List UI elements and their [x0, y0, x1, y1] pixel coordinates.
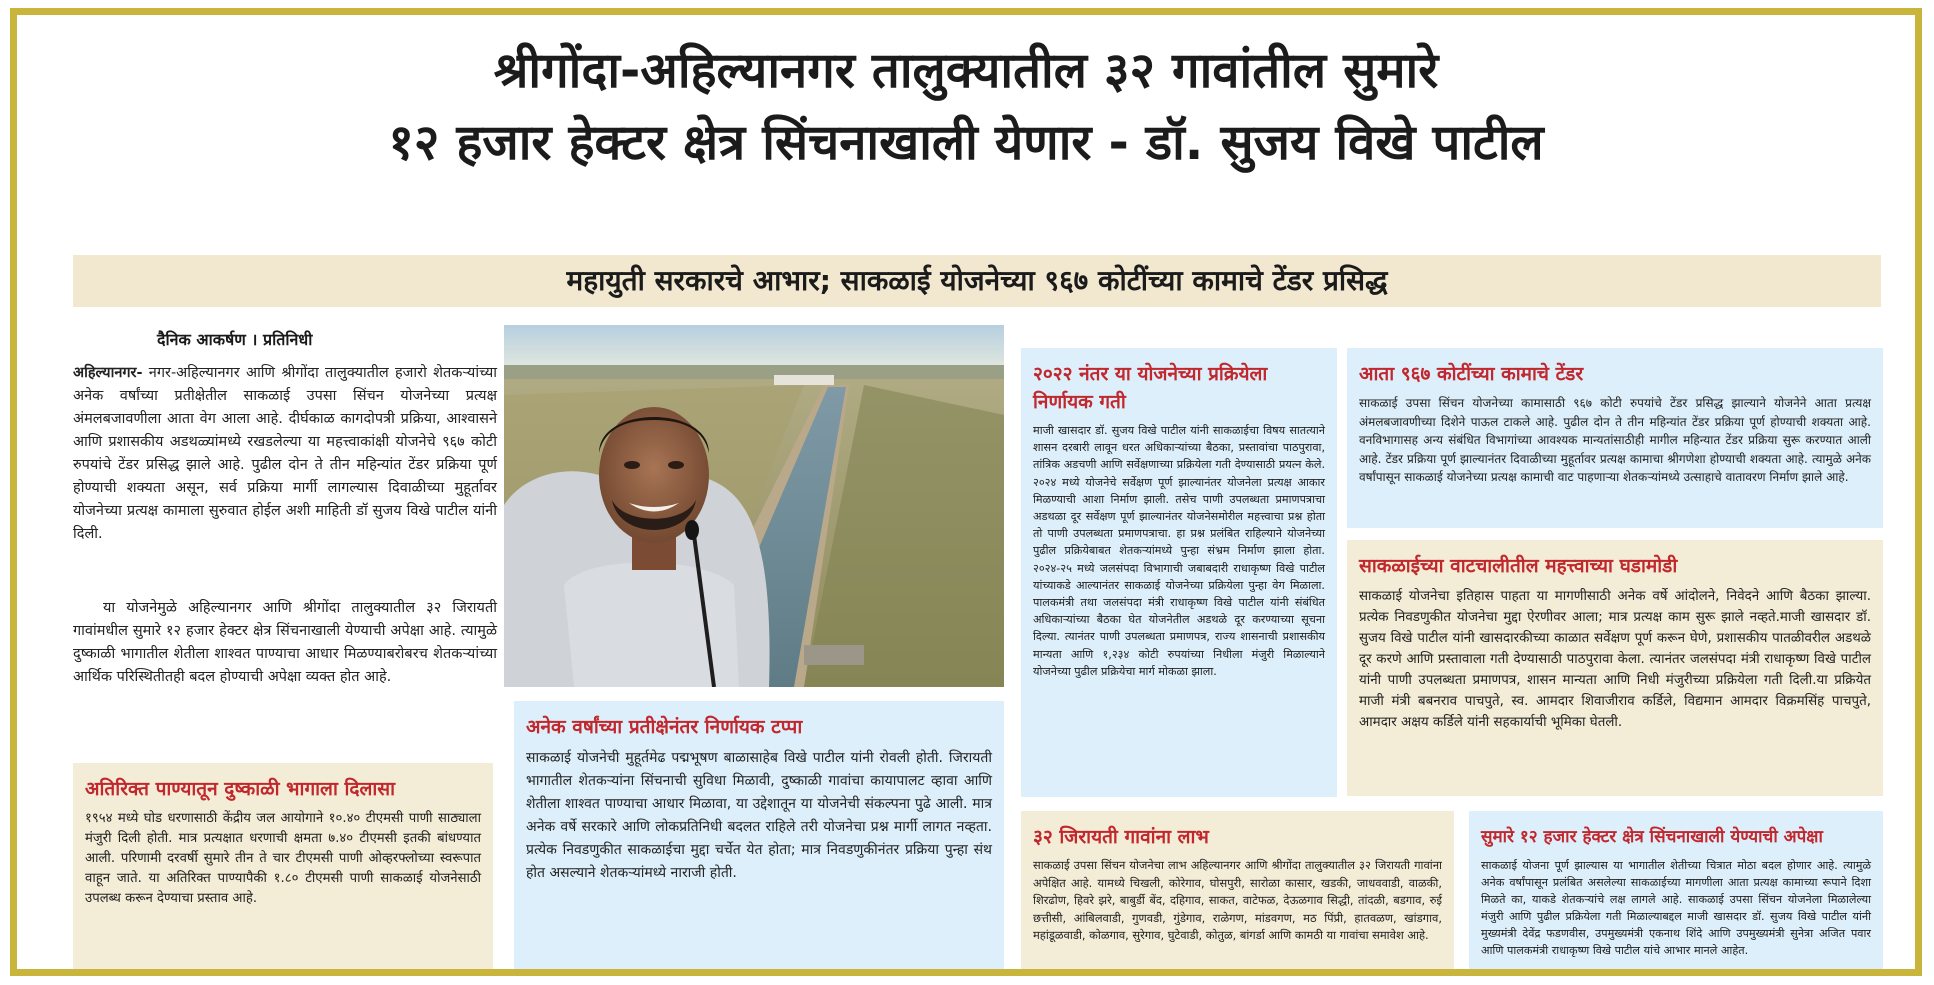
- box-decisive-phase-title: अनेक वर्षांच्या प्रतीक्षेनंतर निर्णायक टप्पा: [526, 716, 803, 738]
- headline: [17, 35, 1915, 179]
- intro-paragraph-1: [73, 362, 497, 546]
- box-32-villages-body: साकळाई उपसा सिंचन योजनेचा लाभ अहिल्यानगर आणि श्रीगोंदा तालुक्यातील ३२ जिरायती गावांना अपेक्षित आहे. यामध्ये चिखली, कोरेगाव, घोसपुरी, सारोळा कासार, खडकी, जाधववाडी, वाळकी, शिरढोण, हिवरे झरे, बाबुर्डी बेंद, दहिगाव, साकत, वाटेफळ, देऊळगाव सिद्धी, तांदळी, बडगाव, रुई छत्तीसी, आंबिलवाडी, गुणवडी, गुंडेगाव, राळेगण, मांडवगण, मठ पिंप्री, हातवळण, खांडगाव, महांडूळवाडी, कोळगाव, सुरेगाव, घुटेवाडी, कोतुळ, बांगर्डा आणि कामठी या गावांचा समावेश आहे.: [1033, 858, 1442, 942]
- box-milestones-body: साकळाई योजनेचा इतिहास पाहता या मागणीसाठी अनेक वर्षे आंदोलने, निवेदने आणि बैठका झाल्या. प्रत्येक निवडणुकीत योजनेचा मुद्दा ऐरणीवर आला; मात्र प्रत्यक्ष काम सुरू झाले नव्हते.माजी खासदार डॉ. सुजय विखे पाटील यांनी खासदारकीच्या काळात सर्वेक्षण पूर्ण करून घेणे, प्रशासकीय पातळीवरील अडथळे दूर करणे आणि प्रस्तावाला गती देण्यासाठी पाठपुरावा केला. त्यानंतर जलसंपदा मंत्री राधाकृष्ण विखे पाटील यांनी पाणी उपलब्धता प्रमाणपत्र, शासन मान्यता आणि निधी मंजुरीच्या प्रक्रियेला गती दिली.या प्रक्रियेत माजी मंत्री बबनराव पाचपुते, स्व. आमदार शिवाजीराव कर्डिले, विद्यमान आमदार विक्रमसिंह पाचपुते, आमदार अक्षय कर्डिले यांनी सहकार्याची भूमिका घेतली.: [1359, 589, 1871, 730]
- box-after-2022-title: २०२२ नंतर या योजनेच्या प्रक्रियेला निर्णायक गती: [1033, 363, 1268, 413]
- headline-line-2: १२ हजार हेक्टर क्षेत्र सिंचनाखाली येणार - डॉ. सुजय विखे पाटील: [388, 114, 1544, 171]
- box-after-2022: [1021, 348, 1337, 797]
- subheadline: महायुती सरकारचे आभार; साकळाई योजनेच्या ९६७ कोटींच्या कामाचे टेंडर प्रसिद्ध: [73, 255, 1881, 307]
- box-after-2022-body: माजी खासदार डॉ. सुजय विखे पाटील यांनी साकळाईचा विषय सातत्याने शासन दरबारी लावून धरत अधिकाऱ्यांच्या बैठका, प्रस्तावांचा पाठपुरावा, तांत्रिक अडचणी आणि सर्वेक्षणाच्या प्रक्रियेला गती देण्यासाठी प्रयत्न केले. २०२४ मध्ये योजनेचे सर्वेक्षण पूर्ण झाल्यानंतर योजनेला प्रत्यक्ष आकार मिळण्याची आशा निर्माण झाली. तसेच पाणी उपलब्धता प्रमाणपत्राचा अडथळा दूर सर्वेक्षण पूर्ण झाल्यानंतर योजनेसमोरील महत्त्वाचा प्रश्न होता तो पाणी उपलब्धता प्रमाणपत्राचा. हा प्रश्न प्रलंबित राहिल्याने योजनेच्या पुढील प्रक्रियेबाबत शेतकऱ्यांमध्ये पुन्हा संभ्रम निर्माण झाला होता. २०२४-२५ मध्ये जलसंपदा विभागाची जबाबदारी राधाकृष्ण विखे पाटील यांच्याकडे आल्यानंतर साकळाई योजनेच्या प्रक्रियेला पुन्हा वेग मिळाला. पालकमंत्री तथा जलसंपदा मंत्री राधाकृष्ण विखे पाटील यांनी संबंधित अधिकाऱ्यांच्या बैठका घेत योजनेतील अडथळे दूर करण्याच्या सूचना दिल्या. त्यानंतर पाणी उपलब्धता प्रमाणपत्र, राज्य शासनाची प्रशासकीय मान्यता आणि १,२३४ कोटी रुपयांच्या निधीला मंजुरी मिळाल्याने योजनेच्या पुढील प्रक्रियेचा मार्ग मोकळा झाला.: [1033, 424, 1325, 678]
- box-32-villages-title: ३२ जिरायती गावांना लाभ: [1033, 826, 1209, 848]
- box-additional-water-body: १९५४ मध्ये घोड धरणासाठी केंद्रीय जल आयोगाने १०.४० टीएमसी पाणी साठ्याला मंजुरी दिली होती. मात्र प्रत्यक्षात धरणाची क्षमता ७.४० टीएमसी इतकी बांधण्यात आली. परिणामी दरवर्षी सुमारे तीन ते चार टीएमसी पाणी ओव्हरफ्लोच्या स्वरूपात वाहून जाते. या अतिरिक्त पाण्यापैकी १.८० टीएमसी पाणी साकळाई योजनेसाठी उपलब्ध करून देण्याचा प्रस्ताव आहे.: [85, 811, 481, 906]
- byline: दैनिक आकर्षण । प्रतिनिधी: [157, 330, 313, 349]
- intro-paragraph-2: या योजनेमुळे अहिल्यानगर आणि श्रीगोंदा तालुक्यातील ३२ जिरायती गावांमधील सुमारे १२ हजार हेक्टर क्षेत्र सिंचनाखाली येण्याची अपेक्षा आहे. त्यामुळे दुष्काळी भागातील शेतीला शाश्वत पाण्याचा आधार मिळण्याबरोबरच शेतकऱ्यांच्या आर्थिक परिस्थितीतही बदल होण्याची अपेक्षा व्यक्त होत आहे.: [73, 600, 497, 685]
- box-milestones-title: साकळाईच्या वाटचालीतील महत्त्वाच्या घडामोडी: [1359, 555, 1678, 577]
- box-additional-water: [73, 763, 493, 971]
- box-12000-hectares: [1469, 811, 1883, 971]
- newspaper-page: [10, 8, 1922, 976]
- box-tender-967-body: साकळाई उपसा सिंचन योजनेच्या कामासाठी ९६७ कोटी रुपयांचे टेंडर प्रसिद्ध झाल्याने योजनेने आता प्रत्यक्ष अंमलबजावणीच्या दिशेने पाऊल टाकले आहे. पुढील दोन ते तीन महिन्यांत टेंडर प्रक्रिया पूर्ण होण्याची शक्यता आहे. वनविभागासह अन्य संबंधित विभागांच्या आवश्यक मान्यतांसाठीही मागील महिन्यात टेंडर प्रक्रिया सुरू करण्यात आली आहे. टेंडर प्रक्रिया पूर्ण झाल्यानंतर दिवाळीच्या मुहूर्तावर प्रत्यक्ष कामाचा श्रीगणेशा होण्याची शक्यता आहे. त्यामुळे अनेक वर्षांपासून साकळाई योजनेच्या प्रत्यक्ष कामाची वाट पाहणाऱ्या शेतकऱ्यांमध्ये उत्साहाचे वातावरण निर्माण झाले आहे.: [1359, 396, 1871, 484]
- canal-portrait-photo: [504, 325, 1004, 687]
- box-12000-hectares-title: सुमारे १२ हजार हेक्टर क्षेत्र सिंचनाखाली येण्याची अपेक्षा: [1481, 827, 1823, 847]
- dateline: अहिल्यानगर-: [73, 365, 143, 381]
- box-12000-hectares-body: साकळाई योजना पूर्ण झाल्यास या भागातील शेतीच्या चित्रात मोठा बदल होणार आहे. त्यामुळे अनेक वर्षांपासून प्रलंबित असलेल्या साकळाईच्या मागणीला आता प्रत्यक्ष कामाच्या रूपाने दिशा मिळते का, याकडे शेतकऱ्यांचे लक्ष लागले आहे. साकळाई उपसा सिंचन योजनेला मिळालेल्या मंजुरी आणि पुढील प्रक्रियेला गती मिळाल्याबद्दल माजी खासदार डॉ. सुजय विखे पाटील यांनी मुख्यमंत्री देवेंद्र फडणवीस, उपमुख्यमंत्री एकनाथ शिंदे आणि उपमुख्यमंत्री सुनेत्रा अजित पवार आणि पालकमंत्री राधाकृष्ण विखे पाटील यांचे आभार मानले आहेत.: [1481, 859, 1871, 957]
- box-milestones: [1347, 540, 1883, 796]
- box-additional-water-title: अतिरिक्त पाण्यातून दुष्काळी भागाला दिलासा: [85, 778, 396, 800]
- intro-text-1: नगर-अहिल्यानगर आणि श्रीगोंदा तालुक्यातील हजारो शेतकऱ्यांच्या अनेक वर्षांच्या प्रतीक्षेतील साकळाई उपसा सिंचन योजनेच्या प्रत्यक्ष अंमलबजावणीला आता वेग आला आहे. दीर्घकाळ कागदोपत्री प्रक्रिया, आश्वासने आणि प्रशासकीय अडथळ्यांमध्ये रखडलेल्या या महत्त्वाकांक्षी योजनेचे ९६७ कोटी रुपयांचे टेंडर प्रसिद्ध झाले आहे. पुढील दोन ते तीन महिन्यांत टेंडर प्रक्रिया पूर्ण होण्याची शक्यता असून, सर्व प्रक्रिया मार्गी लागल्यास दिवाळीच्या मुहूर्तावर योजनेच्या प्रत्यक्ष कामाला सुरुवात होईल अशी माहिती डॉ सुजय विखे पाटील यांनी दिली.: [73, 365, 497, 542]
- box-tender-967: [1347, 348, 1883, 528]
- box-decisive-phase: [514, 701, 1004, 971]
- box-tender-967-title: आता ९६७ कोटींच्या कामाचे टेंडर: [1359, 363, 1584, 385]
- headline-line-1: श्रीगोंदा-अहिल्यानगर तालुक्यातील ३२ गावांतील सुमारे: [493, 42, 1439, 99]
- box-decisive-phase-body: साकळाई योजनेची मुहूर्तमेढ पद्मभूषण बाळासाहेब विखे पाटील यांनी रोवली होती. जिरायती भागातील शेतकऱ्यांना सिंचनाची सुविधा मिळावी, दुष्काळी गावांचा कायापालट व्हावा आणि शेतीला शाश्वत पाण्याचा आधार मिळावा, या उद्देशातून या योजनेची संकल्पना पुढे आली. मात्र अनेक वर्षे सरकारे आणि लोकप्रतिनिधी बदलत राहिले तरी योजनेचा प्रश्न मार्गी लागत नव्हता. प्रत्येक निवडणुकीत साकळाईचा मुद्दा चर्चेत येत होता; मात्र निवडणुकीनंतर प्रक्रिया पुन्हा संथ होत असल्याने शेतकऱ्यांमध्ये नाराजी होती.: [526, 750, 992, 881]
- news-photo: [504, 325, 1004, 687]
- box-32-villages: [1021, 811, 1454, 971]
